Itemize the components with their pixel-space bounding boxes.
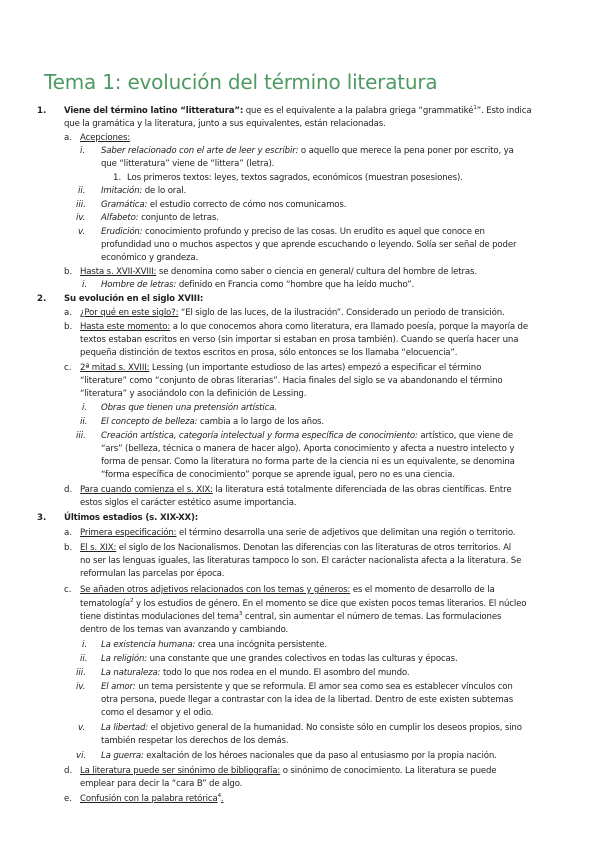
item-3c-iv-line-2: otra persona, puede llegar a contrastar con la idea de la libertad. Dentro de este existen subtemas bbox=[101, 695, 514, 705]
item-2c-line-3: “literatura” y asociándolo con la definición de Lessing. bbox=[80, 389, 307, 399]
item-3c-line-3: tiene distintas modulaciones del tema$^3$ central, sin aumentar el número de temas. Las formulaciones bbox=[80, 611, 502, 622]
item-2c-iii: Creación artística, categoría intelectual y forma específica de conocimiento: artístico, que viene de bbox=[101, 431, 514, 441]
item-3b-line-3: reformulan las parcelas por época. bbox=[80, 569, 225, 579]
item-2c-i-marker: i. bbox=[82, 403, 88, 413]
item-3c-ii-marker: ii. bbox=[80, 654, 88, 664]
section-1-line-1: Viene del término latino “litteratura”: que es el equivalente a la palabra griega “grammatiké$^1$”. Esto indica bbox=[64, 105, 532, 116]
section-1-number: 1. bbox=[37, 106, 47, 116]
item-3c-iv-line-3: como el desamor y el odio. bbox=[101, 708, 214, 718]
item-1a-i-line-2: que “litteratura” viene de “littera” (letra). bbox=[101, 159, 275, 169]
item-1a: Acepciones: bbox=[80, 133, 131, 143]
item-3d-marker: d. bbox=[64, 766, 73, 776]
item-3e: Confusión con la palabra retórica$^4$. bbox=[80, 793, 224, 804]
item-1b-i: Hombre de letras: definido en Francia como “hombre que ha leído mucho”. bbox=[101, 280, 415, 290]
item-1a-iii: Gramática: el estudio correcto de cómo nos comunicamos. bbox=[101, 200, 347, 210]
item-2b-line-3: pequeña distinción de textos escritos en prosa, sólo entonces se los llamaba “elocuencia”. bbox=[80, 348, 458, 358]
item-2c-i: Obras que tienen una pretensión artística. bbox=[101, 403, 277, 413]
item-2c-ii-marker: ii. bbox=[80, 417, 88, 427]
item-1b: Hasta s. XVII-XVIII: se denomina como saber o ciencia en general/ cultura del hombre de letras. bbox=[80, 267, 477, 277]
item-3c-line-4: dentro de los temas van avanzando y cambiando. bbox=[80, 625, 289, 635]
item-3c-iii: La naturaleza: todo lo que nos rodea en el mundo. El asombro del mundo. bbox=[101, 668, 410, 678]
item-1a-v-line-2: profundidad uno o muchos aspectos y que aprende escuchando o leyendo. Solía ser señal de poder bbox=[101, 240, 517, 250]
item-3e-marker: e. bbox=[64, 794, 73, 804]
item-2c: 2ª mitad s. XVIII: Lessing (un importante estudioso de las artes) empezó a especificar el término bbox=[80, 363, 482, 373]
item-1a-i-1: Los primeros textos: leyes, textos sagrados, económicos (muestran posesiones). bbox=[127, 173, 463, 183]
item-3d-line-2: emplear para decir la “cara B” de algo. bbox=[80, 779, 243, 789]
item-2c-marker: c. bbox=[64, 363, 72, 373]
footnote-ref-4: 4 bbox=[217, 793, 221, 800]
item-2c-ii: El concepto de belleza: cambia a lo largo de los años. bbox=[101, 417, 324, 427]
item-2d-line-2: estos siglos el carácter estético asume importancia. bbox=[80, 498, 297, 508]
item-2d-marker: d. bbox=[64, 485, 73, 495]
item-2a-marker: a. bbox=[64, 308, 72, 318]
section-1-heading: Viene del término latino “litteratura”: bbox=[64, 106, 244, 116]
item-1a-iv: Alfabeto: conjunto de letras. bbox=[101, 213, 219, 223]
item-3c-v-line-2: también respetar los derechos de los demás. bbox=[101, 736, 289, 746]
page-title: Tema 1: evolución del término literatura bbox=[44, 70, 438, 94]
section-3-heading: Últimos estadios (s. XIX-XX): bbox=[64, 513, 199, 523]
item-1b-i-marker: i. bbox=[82, 280, 88, 290]
item-3a: Primera especificación: el término desarrolla una serie de adjetivos que delimitan una región o territorio. bbox=[80, 528, 516, 538]
footnote-ref-3: 3 bbox=[238, 611, 243, 618]
item-2d: Para cuando comienza el s. XIX: la literatura está totalmente diferenciada de las obras científicas. Entre bbox=[80, 485, 512, 495]
item-1b-marker: b. bbox=[64, 267, 73, 277]
item-3c-vi-marker: vi. bbox=[76, 751, 87, 761]
item-3c-iii-marker: iii. bbox=[76, 668, 86, 678]
item-1a-ii: Imitación: de lo oral. bbox=[101, 186, 187, 196]
section-1-line-2: que la gramática y la literatura, junto a sus equivalentes, están relacionadas. bbox=[64, 119, 386, 129]
item-1a-marker: a. bbox=[64, 133, 72, 143]
item-2b-marker: b. bbox=[64, 322, 73, 332]
item-3d: La literatura puede ser sinónimo de bibliografía: o sinónimo de conocimiento. La literatura se puede bbox=[80, 766, 497, 776]
item-3c-marker: c. bbox=[64, 585, 72, 595]
footnote-ref-1: 1 bbox=[473, 105, 477, 112]
item-1a-ii-marker: ii. bbox=[78, 186, 86, 196]
item-1a-i-marker: i. bbox=[80, 146, 86, 156]
section-3-number: 3. bbox=[37, 513, 47, 523]
item-3c: Se añaden otros adjetivos relacionados con los temas y géneros: es el momento de desarrollo de la bbox=[80, 585, 495, 595]
item-1a-i: Saber relacionado con el arte de leer y escribir: o aquello que merece la pena poner por escrito, ya bbox=[101, 146, 514, 156]
item-1a-v: Erudición: conocimiento profundo y preciso de las cosas. Un erudito es aquel que conoce en bbox=[101, 227, 485, 237]
item-2c-iii-marker: iii. bbox=[76, 431, 86, 441]
section-2-heading: Su evolución en el siglo XVIII: bbox=[64, 294, 204, 304]
item-3c-ii: La religión: una constante que une grandes colectivos en todas las culturas y épocas. bbox=[101, 654, 458, 664]
item-3c-iv: El amor: un tema persistente y que se reformula. El amor sea como sea es establecer vínculos con bbox=[101, 682, 513, 692]
item-1a-iv-marker: iv. bbox=[76, 213, 86, 223]
item-2c-iii-line-3: forma de pensar. Como la literatura no forma parte de la ciencia ni es un equivalente, se denomina bbox=[101, 457, 515, 467]
item-2c-line-2: “literature” como “conjunto de obras literarias”. Hacia finales del siglo se va abandonando el término bbox=[80, 376, 503, 386]
item-2b: Hasta este momento: a lo que conocemos ahora como literatura, era llamado poesía, porque la mayoría de bbox=[80, 322, 528, 332]
item-1a-v-line-3: económico y grandeza. bbox=[101, 253, 199, 263]
item-3b: El s. XIX: el siglo de los Nacionalismos. Denotan las diferencias con las literaturas de otros territorios. Al bbox=[80, 543, 512, 553]
item-1a-v-marker: v. bbox=[78, 227, 86, 237]
item-3b-line-2: no ser las lenguas iguales, las literaturas tampoco lo son. El carácter nacionalista afecta a la literatura. Se bbox=[80, 556, 522, 566]
footnote-ref-2: 2 bbox=[130, 598, 134, 605]
item-3c-line-2: tematología$^2$ y los estudios de género. En el momento se dice que existen pocos temas literarios. El núcleo bbox=[80, 598, 527, 609]
item-1a-iii-marker: iii. bbox=[76, 200, 86, 210]
item-2c-iii-line-4: “forma específica de conocimiento” porque se aprende igual, pero no es una ciencia. bbox=[101, 470, 455, 480]
item-2a: ¿Por qué en este siglo?: “El siglo de las luces, de la ilustración”. Considerado un periodo de transición. bbox=[80, 308, 505, 318]
item-2c-iii-line-2: “ars” (belleza, técnica o manera de hacer algo). Aporta conocimiento y afecta a nuestro intelecto y bbox=[101, 444, 515, 454]
item-3c-iv-marker: iv. bbox=[76, 682, 86, 692]
item-3b-marker: b. bbox=[64, 543, 73, 553]
item-3c-v-marker: v. bbox=[78, 723, 86, 733]
item-1a-i-1-marker: 1. bbox=[113, 173, 122, 183]
item-3c-v: La libertad: el objetivo general de la humanidad. No consiste sólo en cumplir los deseos propios, sino bbox=[101, 723, 522, 733]
item-3c-i: La existencia humana: crea una incógnita persistente. bbox=[101, 640, 327, 650]
item-3c-vi: La guerra: exaltación de los héroes nacionales que da paso al entusiasmo por la propia nación. bbox=[101, 751, 497, 761]
item-3a-marker: a. bbox=[64, 528, 72, 538]
section-2-number: 2. bbox=[37, 294, 47, 304]
item-3c-i-marker: i. bbox=[82, 640, 88, 650]
item-2b-line-2: textos estaban escritos en verso (sin importar si estaban en prosa también). Cuando se quería hacer una bbox=[80, 335, 519, 345]
